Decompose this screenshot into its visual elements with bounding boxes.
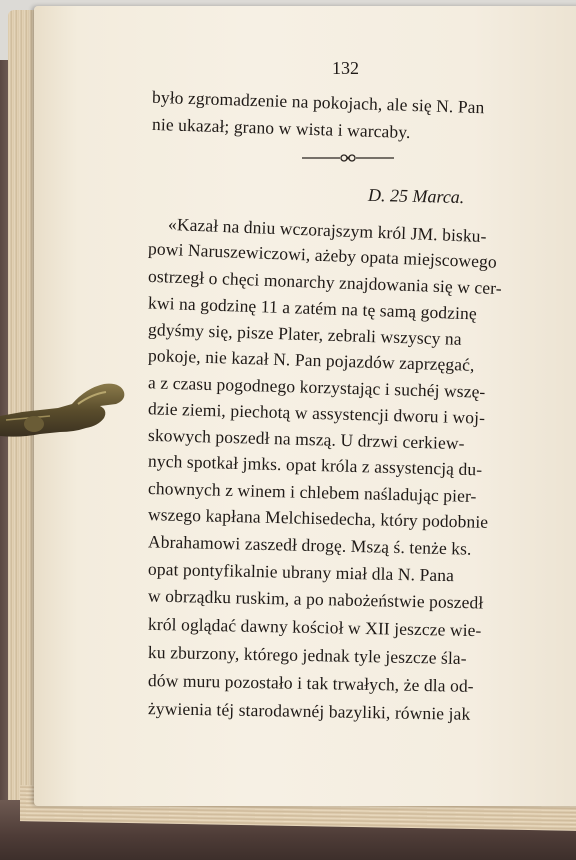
divider-ornament [302, 152, 394, 164]
text-line: było zgromadzenie na pokojach, ale się N. Pan [151, 86, 485, 118]
text-line: król oglądać dawny kościoł w XII jeszcze wie- [147, 613, 482, 641]
text-line: chownych z winem i chlebem naśladując pier- [147, 477, 477, 507]
section-heading: D. 25 Marca. [367, 184, 465, 208]
text-line: a z czasu pogodnego korzystając i suchéj wszę- [147, 372, 486, 402]
text-line: dów muru pozostało i tak trwałych, że dla od- [147, 670, 474, 696]
text-line: dzie ziemi, piechotą w assystencji dworu i woj- [147, 398, 486, 428]
text-line: w obrządku ruskim, a po nabożeństwie poszedł [147, 585, 484, 613]
text-line: wszego kapłana Melchisedecha, który podobnie [147, 504, 489, 532]
text-line: «Kazał na dniu wczorajszym król JM. bisku- [167, 213, 487, 247]
text-line: gdyśmy się, pisze Plater, zebrali wszyscy na [147, 319, 463, 349]
text-line: nie ukazał; grano w wista i warcaby. [151, 113, 411, 143]
text-line: kwi na godzinę 11 a zatém na tę samą godzinę [147, 292, 478, 324]
text-line: powi Naruszewiczowi, ażeby opata miejscowego [147, 238, 498, 272]
text-line: żywienia téj starodawnéj bazyliki, równie jak [147, 698, 471, 724]
text-line: ostrzegł o chęci monarchy znajdowania się w cer- [147, 265, 503, 299]
text-line: ku zburzony, którego jednak tyle jeszcze śla- [147, 641, 467, 669]
text-line: nych spotkał jmks. opat króla z assystencją du- [147, 450, 483, 480]
text-line: skowych poszedł na mszą. U drzwi cerkiew- [147, 424, 465, 454]
brass-hand-pointer-icon [0, 374, 130, 444]
text-line: opat pontyfikalnie ubrany miał dla N. Pana [147, 558, 455, 586]
page-number: 132 [332, 58, 359, 78]
text-line: pokoje, nie kazał N. Pan pojazdów zaprzęgać, [147, 345, 475, 375]
text-line: Abrahamowi zaszedł drogę. Mszą ś. tenże ks. [147, 531, 472, 559]
